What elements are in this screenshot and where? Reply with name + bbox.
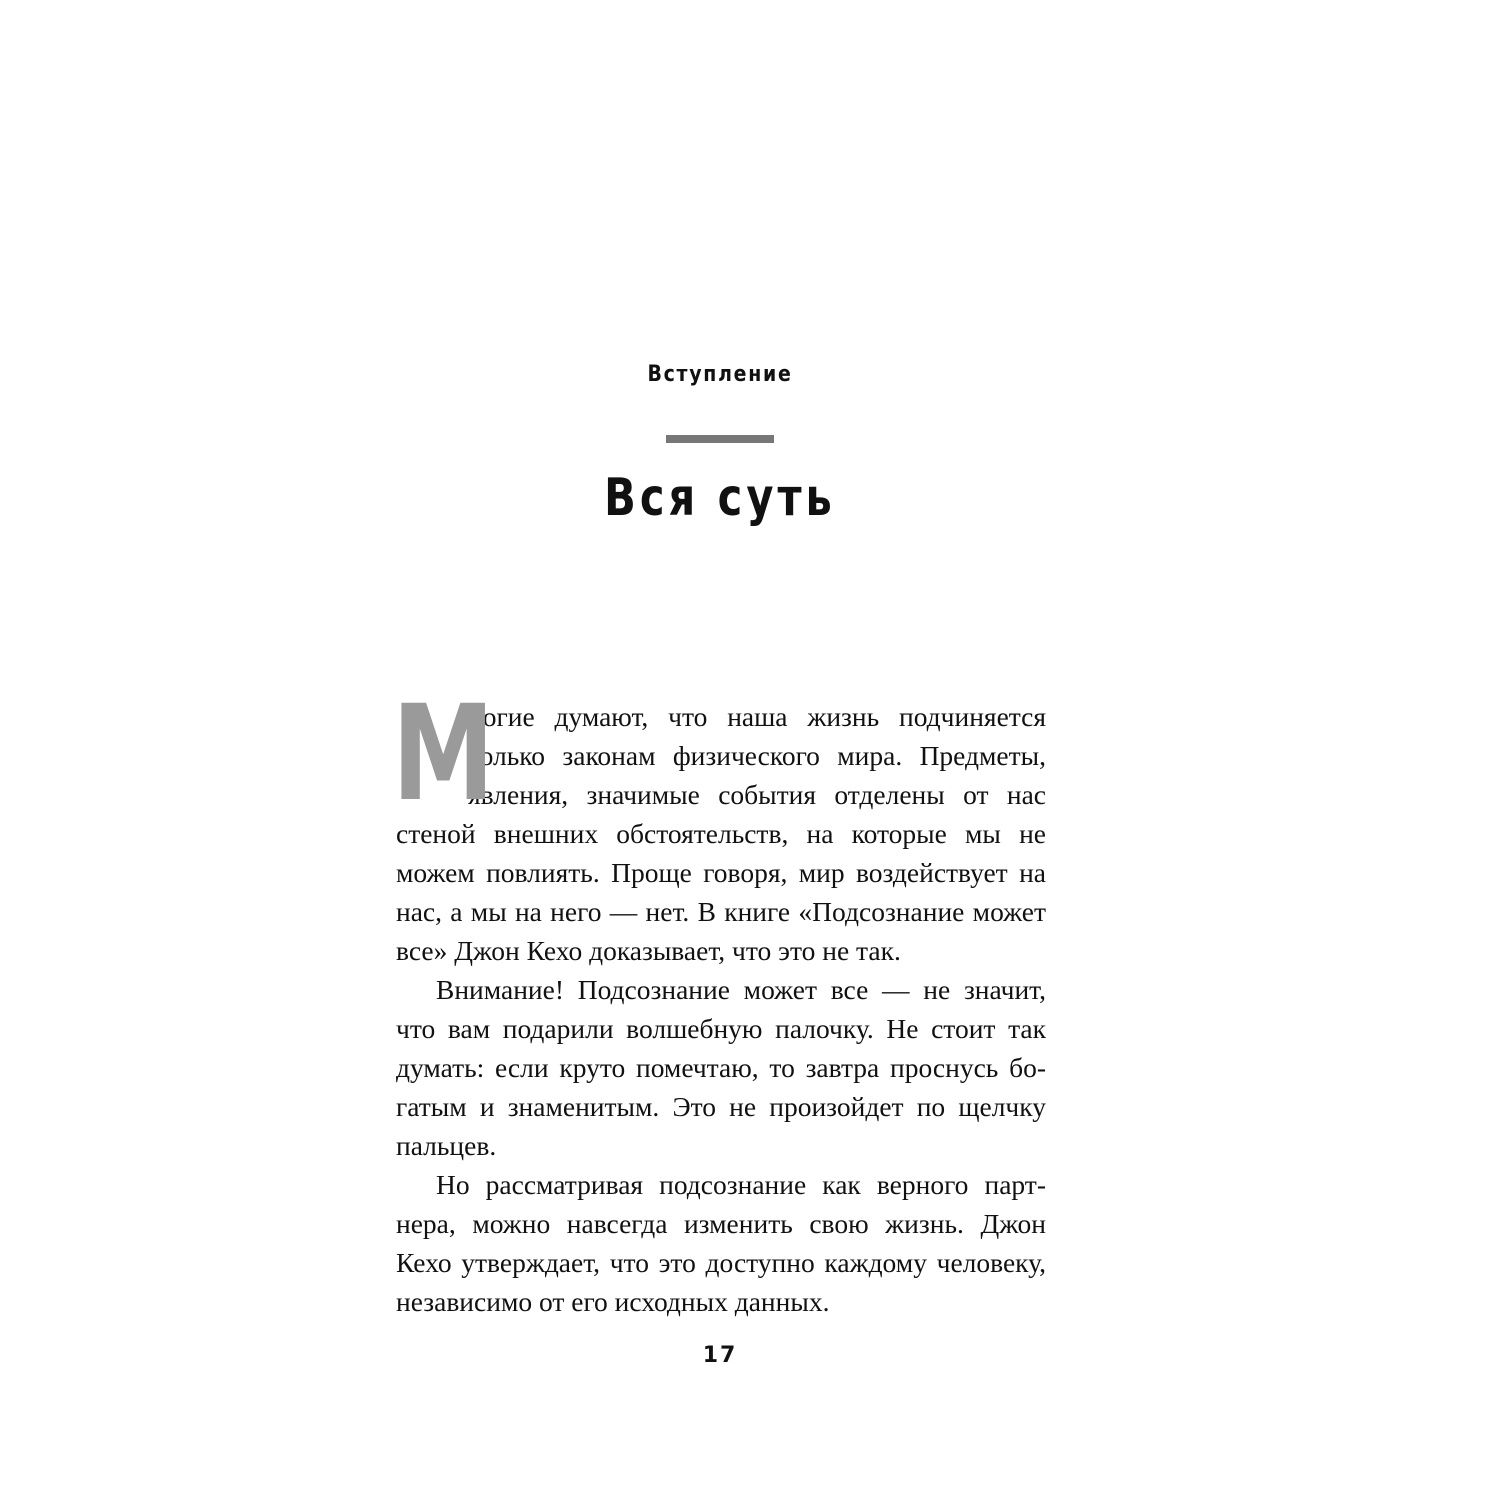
paragraph-1-text: ногие думают, что наша жизнь подчиняется только законам физического мира. Предметы, явления, значимые события отделены от нас стеной внешних обстоятельств, на которые мы не можем повлиять. Проще говоря, мир воздействует на нас, а мы на него — нет. В книге «Подсознание может все» Джон Кехо доказывает, что это не так.: [396, 701, 1046, 966]
drop-cap: М: [392, 677, 495, 831]
title-divider: [666, 435, 774, 443]
chapter-title: Вся суть: [604, 468, 836, 528]
page-number: 17: [702, 1343, 738, 1368]
paragraph-1: [392, 677, 1046, 970]
section-label: Вступление: [647, 362, 793, 387]
paragraph-2: Внимание! Подсознание может все — не значит, что вам подарили волшебную палочку. Не стоит так думать: если круто помечтаю, то завтра проснусь богатым и знаменитым. Это не произойдет по щелчку пальцев.: [396, 974, 1046, 1161]
body-text: [392, 677, 1046, 1321]
paragraph-3: Но рассматривая подсознание как верного партнера, можно навсегда изменить свою жизнь. Джон Кехо утверждает, что это доступно каждому человеку, независимо от его исходных данных.: [396, 1169, 1046, 1317]
